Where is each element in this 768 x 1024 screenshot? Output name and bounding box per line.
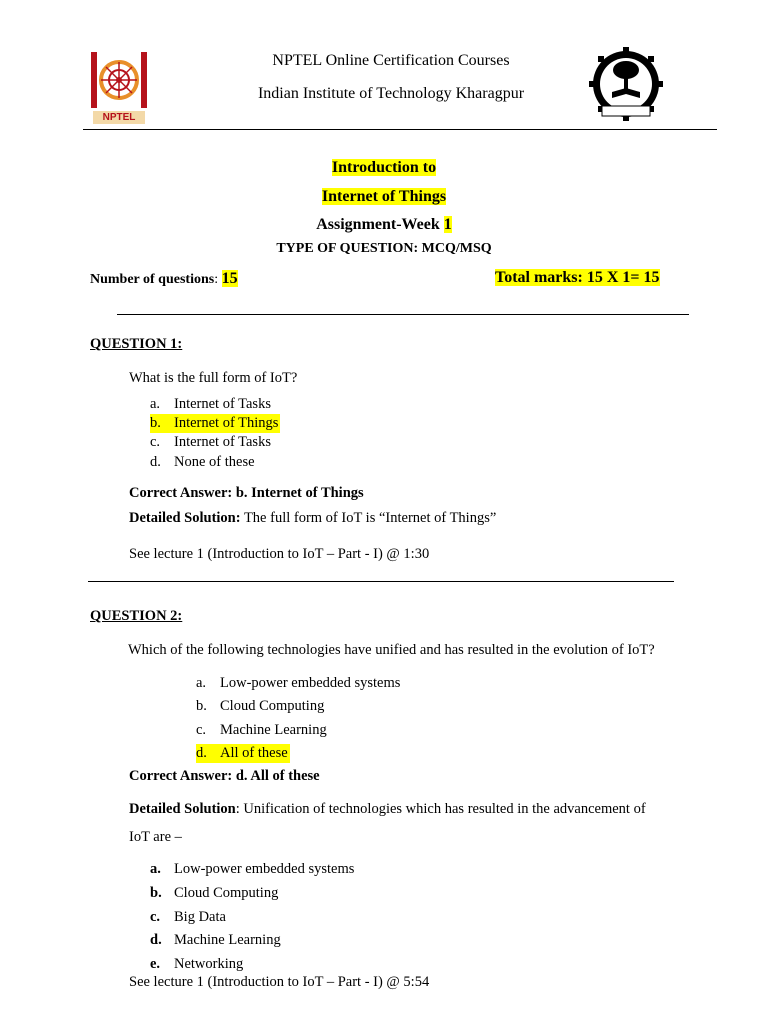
q2-list-item-e <box>150 955 243 974</box>
num-questions-value: 15 <box>221 270 238 287</box>
q2-correct-answer: Correct Answer: d. All of these <box>129 768 320 784</box>
option-letter: d. <box>196 745 207 761</box>
header-line-2: Indian Institute of Technology Kharagpur <box>257 85 525 102</box>
q2-detailed-solution <box>129 801 646 818</box>
iit-kharagpur-logo <box>588 46 664 122</box>
question-type: TYPE OF QUESTION: MCQ/MSQ <box>276 241 492 256</box>
list-text: Big Data <box>174 909 226 925</box>
q2-list-item-d <box>150 931 281 950</box>
list-letter: d. <box>150 932 162 948</box>
q1-solution-label: Detailed Solution: <box>129 510 241 526</box>
q2-text: Which of the following technologies have unified and has resulted in the evolution of IoT? <box>128 642 655 658</box>
q2-option-d <box>196 744 290 763</box>
q2-option-b <box>196 697 324 716</box>
list-letter: a. <box>150 861 161 877</box>
nptel-logo-text: NPTEL <box>102 112 136 123</box>
q2-heading: QUESTION 2: <box>90 608 183 624</box>
q2-list-item-c <box>150 908 226 927</box>
q1-lecture-ref: See lecture 1 (Introduction to IoT – Part - I) @ 1:30 <box>129 546 430 562</box>
list-text: Machine Learning <box>174 932 281 948</box>
q1-option-c <box>150 433 271 452</box>
num-questions-label: Number of questions <box>90 272 215 287</box>
week-number: 1 <box>443 216 452 233</box>
number-of-questions <box>90 270 238 288</box>
option-text: All of these <box>220 745 288 761</box>
list-text: Low-power embedded systems <box>174 861 355 877</box>
q1-detailed-solution <box>129 510 496 527</box>
option-text: Cloud Computing <box>220 698 325 714</box>
q1-heading: QUESTION 1: <box>90 336 183 352</box>
option-letter: b. <box>196 698 207 714</box>
option-text: Internet of Things <box>174 415 279 431</box>
option-letter: a. <box>150 396 161 412</box>
q2-solution-text-2: IoT are – <box>129 829 182 845</box>
option-text: Machine Learning <box>220 722 327 738</box>
q2-solution-text-1: : Unification of technologies which has resulted in the advancement of <box>235 801 646 817</box>
list-letter: b. <box>150 885 162 901</box>
title-line-1: Introduction to <box>331 159 437 176</box>
total-marks <box>495 269 660 287</box>
list-text: Cloud Computing <box>174 885 279 901</box>
q2-list-item-b <box>150 884 278 903</box>
option-letter: a. <box>196 675 207 691</box>
q1-option-b <box>150 414 280 433</box>
q1-option-d <box>150 453 255 472</box>
option-letter: c. <box>196 722 207 738</box>
q1-solution-text: The full form of IoT is “Internet of Things” <box>240 510 497 526</box>
option-letter: c. <box>150 434 161 450</box>
option-text: None of these <box>174 454 255 470</box>
list-letter: c. <box>150 909 161 925</box>
q2-lecture-ref: See lecture 1 (Introduction to IoT – Part - I) @ 5:54 <box>129 974 430 990</box>
q2-option-a <box>196 674 400 693</box>
option-text: Low-power embedded systems <box>220 675 401 691</box>
list-letter: e. <box>150 956 161 972</box>
nptel-logo <box>89 50 149 126</box>
assignment-label: Assignment-Week <box>316 216 444 233</box>
title-line-2: Internet of Things <box>321 188 447 205</box>
list-text: Networking <box>174 956 244 972</box>
option-text: Internet of Tasks <box>174 396 271 412</box>
header-line-1: NPTEL Online Certification Courses <box>272 52 510 69</box>
num-questions-colon: : <box>214 272 219 287</box>
q2-option-c <box>196 721 327 740</box>
q2-list-item-a <box>150 860 354 879</box>
iit-logo-motto <box>602 106 650 116</box>
q1-correct-answer: Correct Answer: b. Internet of Things <box>129 485 364 501</box>
q1-text: What is the full form of IoT? <box>129 370 298 386</box>
summary-divider <box>117 314 689 315</box>
option-letter: d. <box>150 454 161 470</box>
option-letter: b. <box>150 415 161 431</box>
title-block <box>0 157 768 259</box>
option-text: Internet of Tasks <box>174 434 271 450</box>
q1-option-a <box>150 395 271 414</box>
q1-divider <box>88 581 674 582</box>
q2-solution-label: Detailed Solution <box>129 801 236 817</box>
total-marks-text: Total marks: 15 X 1= 15 <box>495 269 660 286</box>
header-divider <box>83 129 717 130</box>
